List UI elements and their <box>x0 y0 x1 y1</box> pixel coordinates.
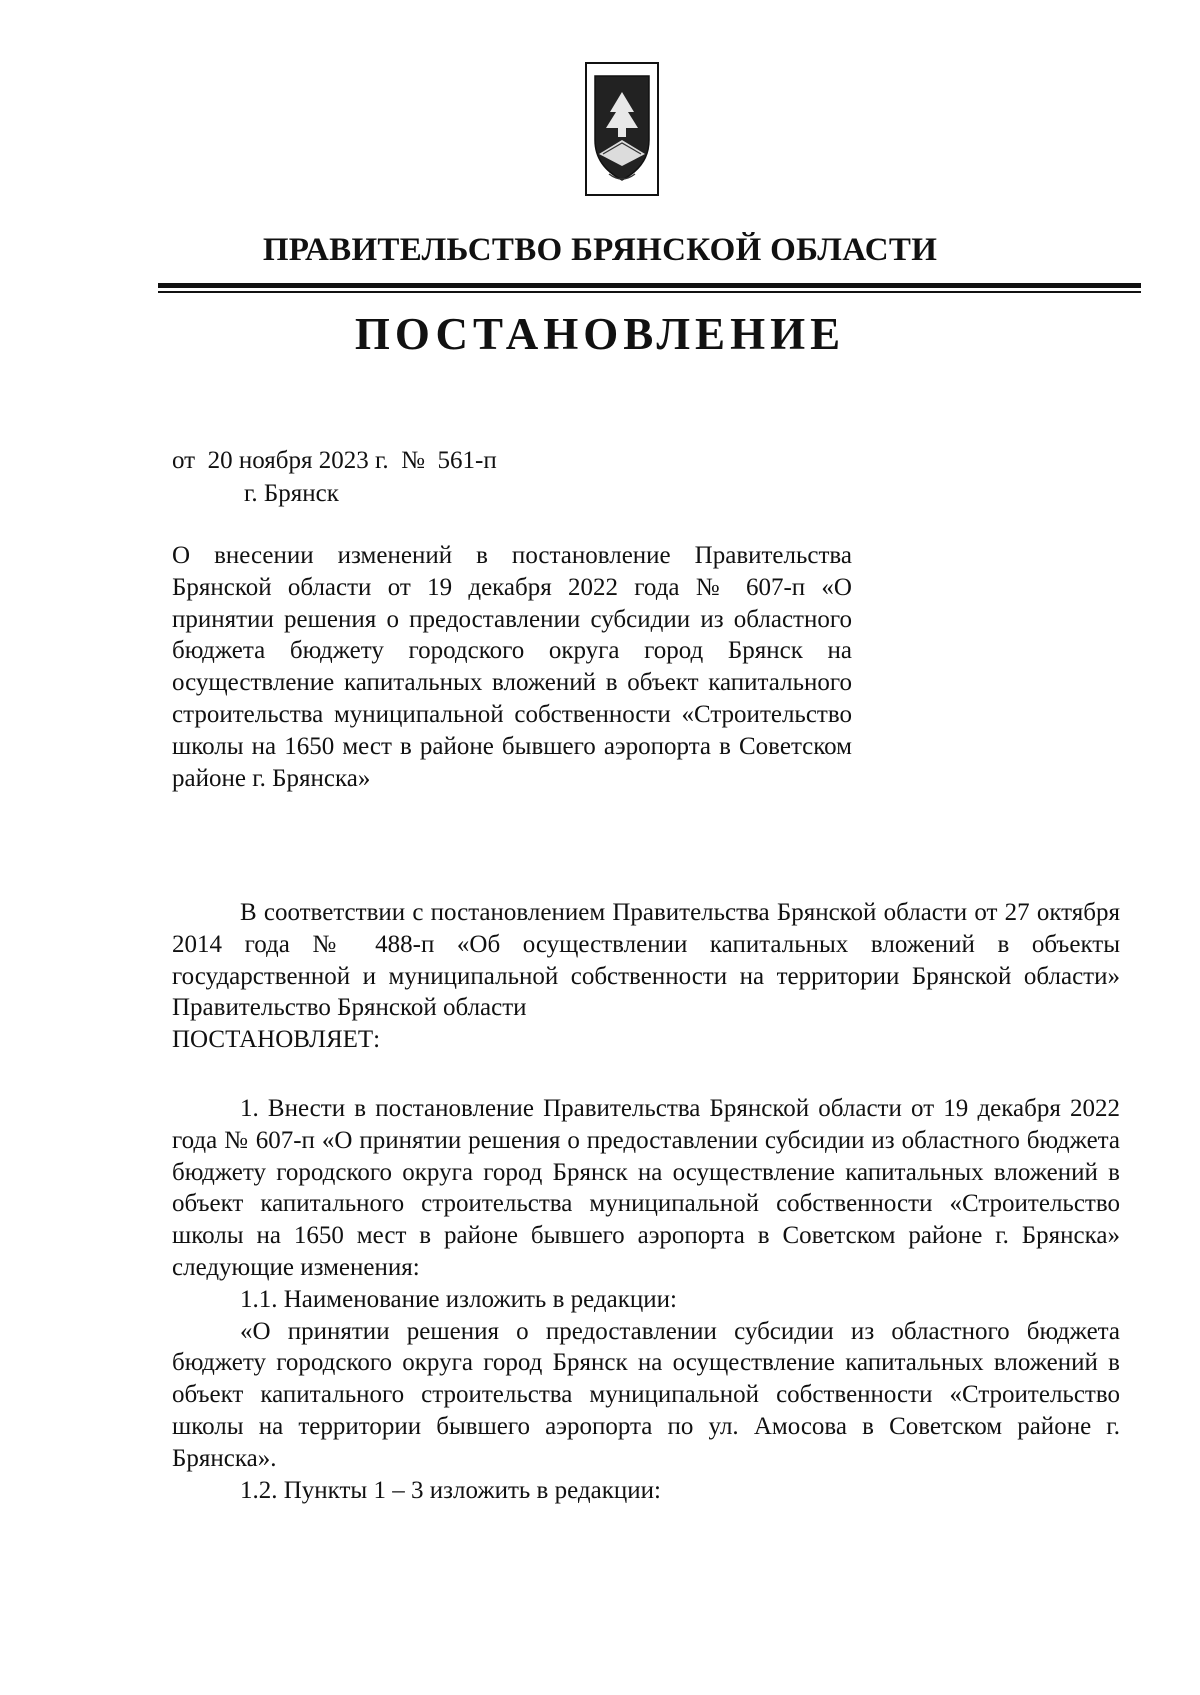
document-city: г. Брянск <box>244 480 339 507</box>
subject-text: О внесении изменений в постановление Правительства Брянской области от 19 декабря 2022 года № 607-п «О принятии решения о предоставлении субсидии из областного бюджета бюджету городского округа город Брянск на осуществление капитальных вложений в объект капитального строительства муниципальной собственности «Строительство школы на 1650 мест в районе бывшего аэропорта в Советском районе г. Брянска» <box>172 542 852 792</box>
preamble-text: В соответствии с постановлением Правительства Брянской области от 27 октября 2014 года № 488-п «Об осуществлении капитальных вложений в объекты государственной и муниципальной собственности на территории Брянской области» Правительство Брянской области <box>172 899 1120 1022</box>
document-type-heading: ПОСТАНОВЛЕНИЕ <box>354 309 846 359</box>
item-1: 1. Внести в постановление Правительства Брянской области от 19 декабря 2022 года № 607-п «О принятии решения о предоставлении субсидии из областного бюджета бюджету городского округа город Брянск на осуществление капитальных вложений в объект капитального строительства муниципальной собственности «Строительство школы на 1650 мест в районе бывшего аэропорта в Советском районе г. Брянска» следующие изменения: <box>172 1095 1120 1281</box>
resolution-items <box>172 1093 1120 1506</box>
document-subject <box>172 540 852 794</box>
preamble <box>172 897 1120 1056</box>
header-divider-thick <box>158 283 1141 288</box>
header-divider-thin <box>158 291 1141 293</box>
bryansk-coat-of-arms-icon <box>585 62 659 196</box>
item-1-1: 1.1. Наименование изложить в редакции: <box>240 1285 677 1313</box>
government-title: ПРАВИТЕЛЬСТВО БРЯНСКОЙ ОБЛАСТИ <box>262 232 938 268</box>
document-date-number: от 20 ноября 2023 г. № 561-п <box>172 447 497 474</box>
resolves-word: ПОСТАНОВЛЯЕТ: <box>172 1026 381 1054</box>
item-1-2: 1.2. Пункты 1 – 3 изложить в редакции: <box>240 1476 661 1504</box>
item-1-1-text: «О принятии решения о предоставлении субсидии из областного бюджета бюджету городского округа город Брянск на осуществление капитальных вложений в объект капитального строительства муниципальной собственности «Строительство школы на территории бывшего аэропорта по ул. Амосова в Советском районе г. Брянска». <box>172 1317 1120 1472</box>
